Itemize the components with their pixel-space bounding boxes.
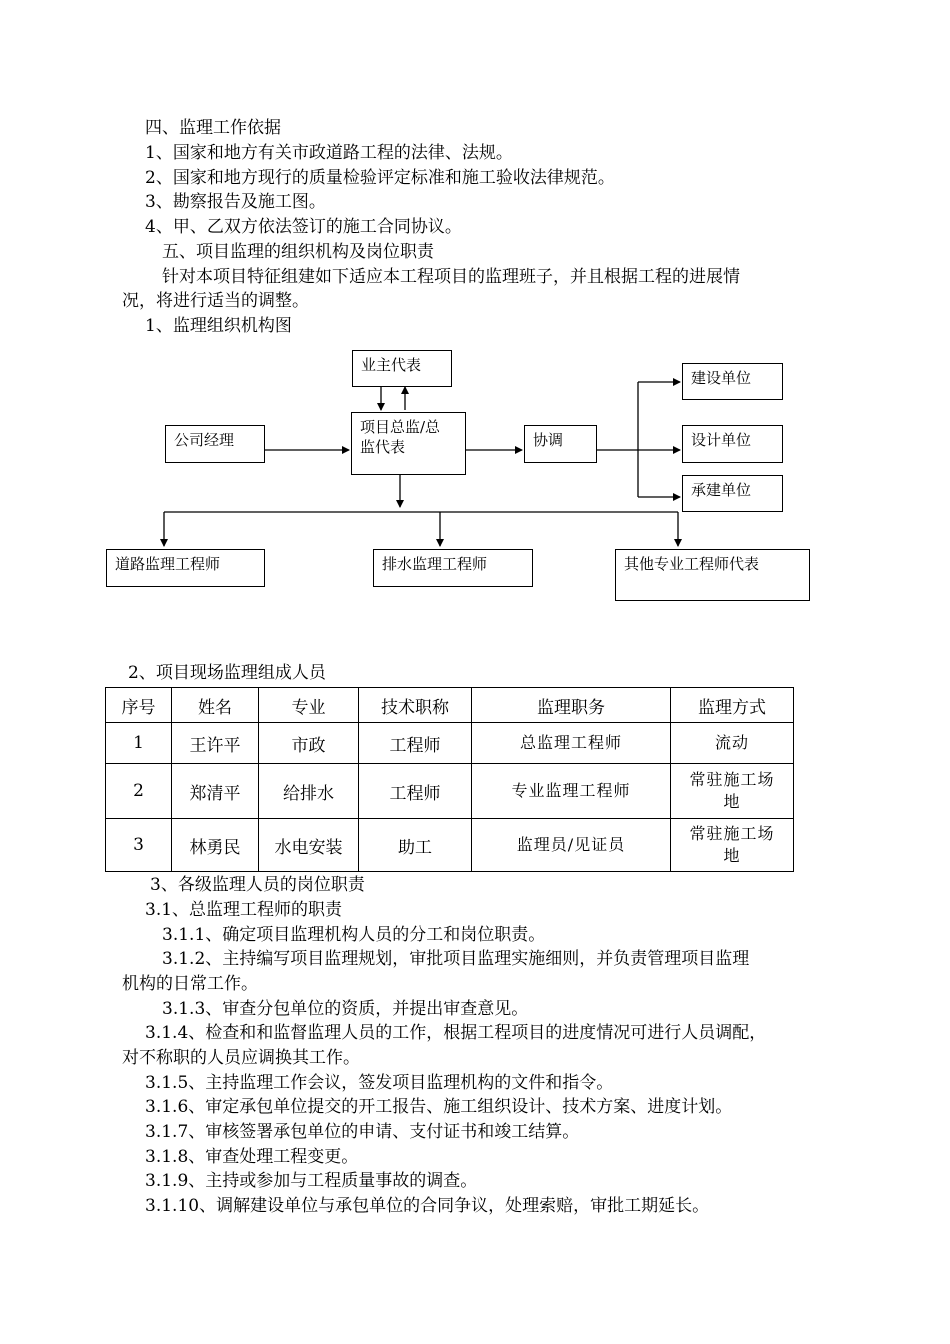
section4-item-1: 1、国家和地方有关市政道路工程的法律、法规。 [145, 143, 513, 163]
box-road-engineer [106, 549, 265, 587]
table-row [106, 819, 794, 872]
box-design-unit [682, 425, 783, 463]
table-cell: 常驻施工场地 [671, 764, 794, 819]
section4-heading: 四、监理工作依据 [145, 118, 281, 138]
duty-item-8: 3.1.8、审查处理工程变更。 [145, 1147, 359, 1167]
owner-rep-label: 业主代表 [361, 356, 422, 374]
section4-item-3: 3、勘察报告及施工图。 [145, 192, 326, 212]
box-company-manager [165, 425, 265, 463]
header-cell: 姓名 [172, 688, 259, 723]
duty-item-4-line2: 对不称职的人员应调换其工作。 [122, 1048, 360, 1068]
org-chart-heading: 1、监理组织机构图 [145, 316, 292, 336]
box-other-engineer [615, 549, 810, 601]
duty-item-4-line1: 3.1.4、检查和和监督监理人员的工作，根据工程项目的进度情况可进行人员调配， [145, 1023, 767, 1043]
design-unit-label: 设计单位 [691, 431, 752, 449]
duty-item-10: 3.1.10、调解建设单位与承包单位的合同争议，处理索赔，审批工期延长。 [145, 1196, 710, 1216]
header-cell: 序号 [106, 688, 172, 723]
header-cell: 监理方式 [671, 688, 794, 723]
box-coordination [524, 425, 597, 463]
duty-item-2-line2: 机构的日常工作。 [122, 974, 258, 994]
table-cell: 工程师 [359, 723, 472, 764]
box-construction-unit [682, 363, 783, 400]
box-chief-supervisor [351, 412, 466, 475]
table-cell: 总监理工程师 [472, 723, 671, 764]
table-cell: 工程师 [359, 764, 472, 819]
section5-heading: 五、项目监理的组织机构及岗位职责 [162, 242, 434, 262]
box-owner-rep [352, 350, 452, 387]
table-cell: 流动 [671, 723, 794, 764]
table-cell: 常驻施工场地 [671, 819, 794, 872]
duty-item-7: 3.1.7、审核签署承包单位的申请、支付证书和竣工结算。 [145, 1122, 580, 1142]
table-row [106, 764, 794, 819]
chief-label-line1: 项目总监/总 [360, 418, 441, 436]
chief-label-line2: 监代表 [360, 438, 406, 456]
table-cell: 市政 [259, 723, 359, 764]
duty-item-6: 3.1.6、审定承包单位提交的开工报告、施工组织设计、技术方案、进度计划。 [145, 1097, 733, 1117]
table-cell: 王许平 [172, 723, 259, 764]
duty-item-9: 3.1.9、主持或参加与工程质量事故的调查。 [145, 1171, 478, 1191]
box-drainage-engineer [373, 549, 533, 587]
table-cell: 林勇民 [172, 819, 259, 872]
table-cell: 助工 [359, 819, 472, 872]
table-cell: 水电安装 [259, 819, 359, 872]
table-cell: 2 [106, 764, 172, 819]
duty-item-1: 3.1.1、确定项目监理机构人员的分工和岗位职责。 [162, 925, 546, 945]
coordination-label: 协调 [533, 431, 564, 449]
header-cell: 监理职务 [472, 688, 671, 723]
header-cell: 技术职称 [359, 688, 472, 723]
contractor-unit-label: 承建单位 [691, 481, 752, 499]
table-cell: 给排水 [259, 764, 359, 819]
table-cell: 3 [106, 819, 172, 872]
construction-unit-label: 建设单位 [691, 369, 752, 387]
road-engineer-label: 道路监理工程师 [115, 555, 221, 573]
duty-item-2-line1: 3.1.2、主持编写项目监理规划，审批项目监理实施细则，并负责管理项目监理 [162, 949, 750, 969]
table-row [106, 723, 794, 764]
table-cell: 1 [106, 723, 172, 764]
drainage-engineer-label: 排水监理工程师 [382, 555, 488, 573]
other-engineer-label: 其他专业工程师代表 [624, 555, 760, 573]
table-cell: 监理员/见证员 [472, 819, 671, 872]
table-cell: 郑清平 [172, 764, 259, 819]
box-contractor-unit [682, 475, 783, 512]
table-header-row [106, 688, 794, 723]
section5-intro-line2: 况，将进行适当的调整。 [122, 291, 309, 311]
header-cell: 专业 [259, 688, 359, 723]
duty-item-5: 3.1.5、主持监理工作会议，签发项目监理机构的文件和指令。 [145, 1073, 614, 1093]
duty-item-3: 3.1.3、审查分包单位的资质，并提出审查意见。 [162, 999, 529, 1019]
duties-heading: 3、各级监理人员的岗位职责 [150, 875, 365, 895]
section4-item-4: 4、甲、乙双方依法签订的施工合同协议。 [145, 217, 462, 237]
company-manager-label: 公司经理 [174, 431, 235, 449]
duties-sub-heading: 3.1、总监理工程师的职责 [145, 900, 343, 920]
staff-heading: 2、项目现场监理组成人员 [128, 663, 326, 683]
staff-table [105, 687, 794, 872]
section4-item-2: 2、国家和地方现行的质量检验评定标准和施工验收法律规范。 [145, 168, 615, 188]
section5-intro-line1: 针对本项目特征组建如下适应本工程项目的监理班子，并且根据工程的进展情 [162, 267, 740, 287]
table-cell: 专业监理工程师 [472, 764, 671, 819]
